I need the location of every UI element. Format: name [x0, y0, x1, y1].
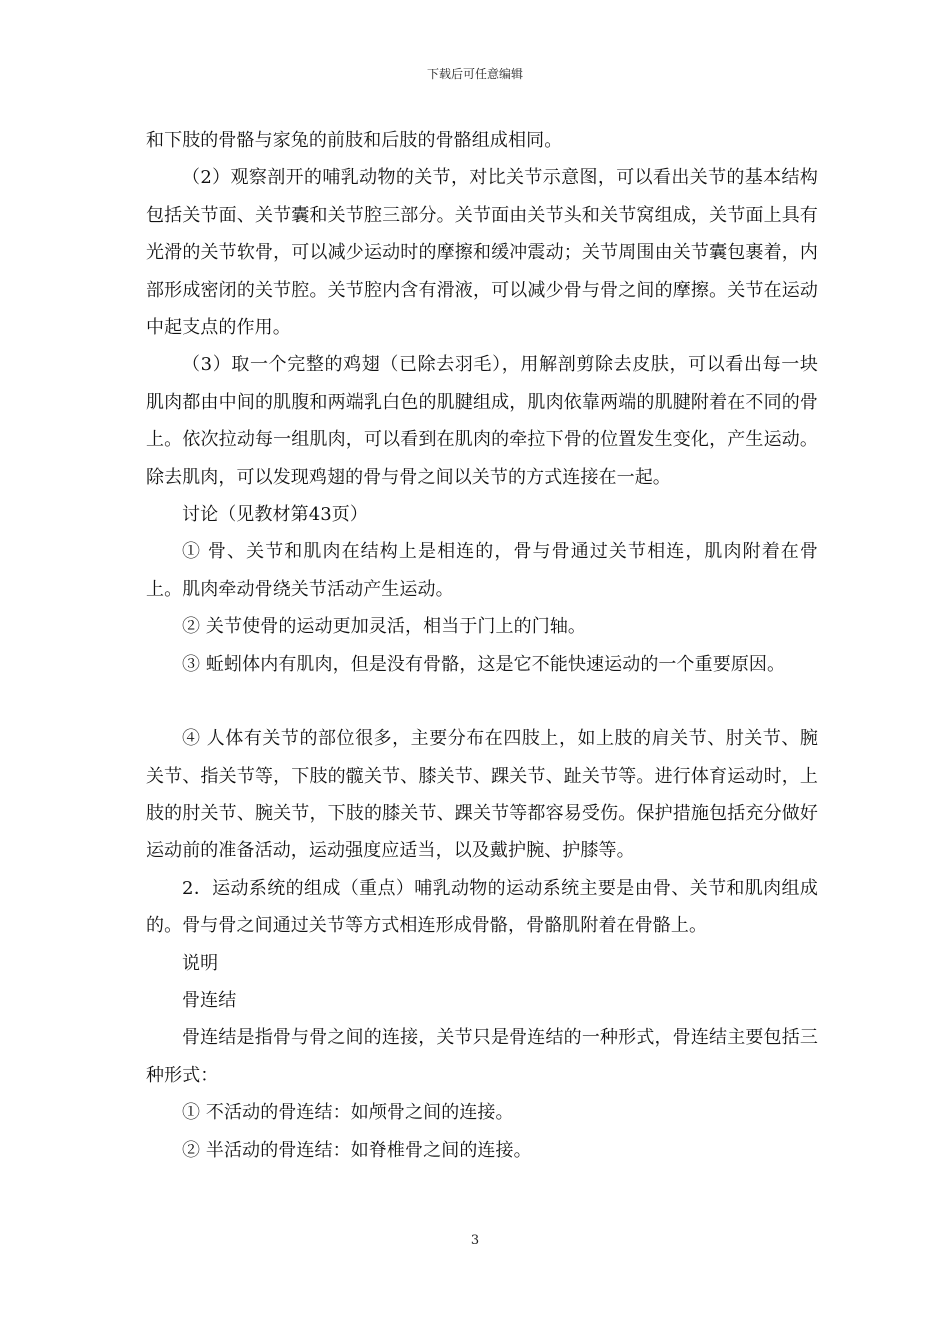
- section-motor-system: 2．运动系统的组成（重点）哺乳动物的运动系统主要是由骨、关节和肌肉组成的。骨与骨之间通过关节等方式相连形成骨骼，骨骼肌附着在骨骼上。: [146, 877, 818, 937]
- bone-connection-item-2: ② 半活动的骨连结：如脊椎骨之间的连接。: [182, 1139, 532, 1161]
- paragraph-bone-connection: 骨连结是指骨与骨之间的连接，关节只是骨连结的一种形式，骨连结主要包括三种形式：: [146, 1027, 818, 1086]
- subheading-bone-connection: 骨连结: [182, 989, 237, 1011]
- paragraph-chicken-wing: （3）取一个完整的鸡翅（已除去羽毛），用解剖剪除去皮肤，可以看出每一块肌肉都由中间的肌腹和两端乳白色的肌腱组成，肌肉依靠两端的肌腱附着在不同的骨上。依次拉动每一组肌肉，可以看到在肌肉的牵拉下骨的位置发生变化，产生运动。除去肌肉，可以发现鸡翅的骨与骨之间以关节的方式连接在一起。: [146, 354, 818, 488]
- discussion-item-3: ③ 蚯蚓体内有肌肉，但是没有骨骼，这是它不能快速运动的一个重要原因。: [182, 653, 786, 675]
- discussion-heading: 讨论（见教材第43页）: [182, 504, 369, 526]
- discussion-item-1: ① 骨、关节和肌肉在结构上是相连的，骨与骨通过关节相连，肌肉附着在骨上。肌肉牵动骨绕关节活动产生运动。: [146, 541, 818, 600]
- discussion-item-2: ② 关节使骨的运动更加灵活，相当于门上的门轴。: [182, 616, 587, 638]
- bone-connection-item-1: ① 不活动的骨连结：如颅骨之间的连接。: [182, 1102, 514, 1124]
- page-header: 下载后可任意编辑: [426, 67, 523, 81]
- document-body: [146, 122, 818, 1169]
- discussion-item-4: ④ 人体有关节的部位很多，主要分布在四肢上，如上肢的肩关节、肘关节、腕关节、指关节等，下肢的髋关节、膝关节、踝关节、趾关节等。进行体育运动时，上肢的肘关节、腕关节，下肢的膝关节、踝关节等都容易受伤。保护措施包括充分做好运动前的准备活动，运动强度应适当，以及戴护腕、护膝等。: [146, 728, 818, 862]
- paragraph-continuation: 和下肢的骨骼与家兔的前肢和后肢的骨骼组成相同。: [146, 130, 563, 151]
- blank-line: [146, 683, 818, 720]
- paragraph-joint-observation: （2）观察剖开的哺乳动物的关节，对比关节示意图，可以看出关节的基本结构包括关节面、关节囊和关节腔三部分。关节面由关节头和关节窝组成，关节面上具有光滑的关节软骨，可以减少运动时的摩擦和缓冲震动；关节周围由关节囊包裹着，内部形成密闭的关节腔。关节腔内含有滑液，可以减少骨与骨之间的摩擦。关节在运动中起支点的作用。: [146, 167, 818, 339]
- page-number: 3: [470, 1233, 480, 1248]
- note-heading: 说明: [182, 952, 219, 974]
